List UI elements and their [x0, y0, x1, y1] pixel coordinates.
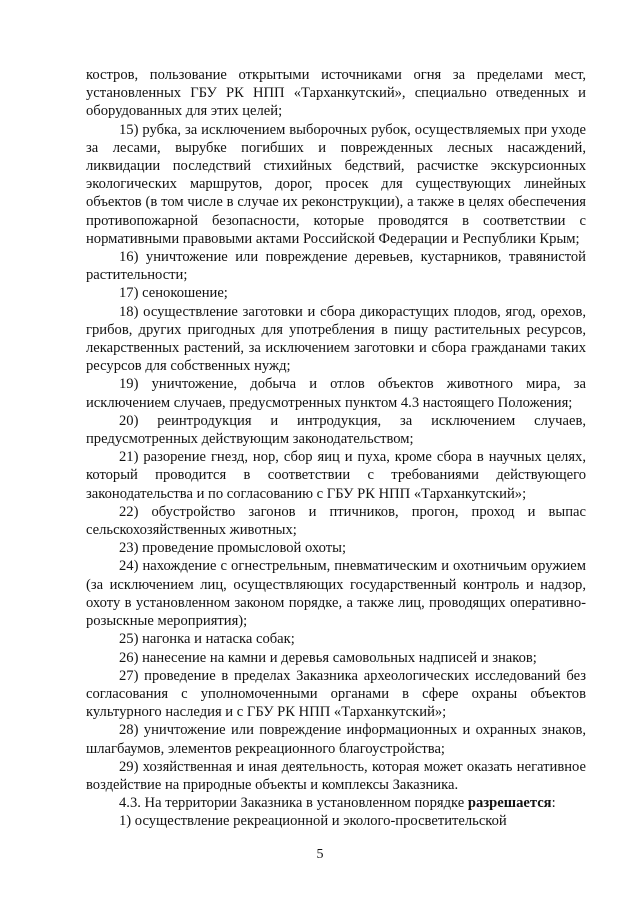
list-item-20: 20) реинтродукция и интродукция, за исключением случаев, предусмотренных действующим законодательством;	[86, 412, 586, 448]
list-item-22: 22) обустройство загонов и птичников, прогон, проход и выпас сельскохозяйственных животных;	[86, 503, 586, 539]
paragraph-continuation: костров, пользование открытыми источниками огня за пределами мест, установленных ГБУ РК НПП «Тарханкутский», специально отведенных и оборудованных для этих целей;	[86, 67, 586, 120]
list-item-17: 17) сенокошение;	[119, 285, 228, 302]
section-4-3-text: 4.3. На территории Заказника в установленном порядке	[119, 795, 465, 812]
list-item-16: 16) уничтожение или повреждение деревьев, кустарников, травянистой растительности;	[86, 249, 586, 284]
list-item-24: 24) нахождение с огнестрельным, пневматическим и охотничьим оружием (за исключением лиц, осуществляющих государственный контроль и надзор, охоту в установленном законом порядке, а также лиц, проводящих оперативно-розыскные мероприятия);	[86, 558, 586, 630]
list-item-27: 27) проведение в пределах Заказника археологических исследований без согласования с уполномоченными органами в сфере охраны объектов культурного наследия и с ГБУ РК НПП «Тарханкутский»;	[86, 667, 586, 721]
list-item-19: 19) уничтожение, добыча и отлов объектов животного мира, за исключением случаев, предусмотренных пунктом 4.3 настоящего Положения;	[86, 376, 586, 411]
section-4-3-item-1: 1) осуществление рекреационной и эколого-просветительской	[119, 813, 507, 830]
list-item-28: 28) уничтожение или повреждение информационных и охранных знаков, шлагбаумов, элементов рекреационного благоустройства;	[86, 722, 586, 757]
list-item-18: 18) осуществление заготовки и сбора дикорастущих плодов, ягод, орехов, грибов, других пригодных для употребления в пищу растительных ресурсов, лекарственных растений, за исключением заготовки и сбора гражданами таких ресурсов для собственных нужд;	[86, 303, 586, 375]
list-item-25: 25) нагонка и натаска собак;	[119, 631, 295, 648]
section-4-3-colon: :	[551, 795, 556, 812]
list-item-29: 29) хозяйственная и иная деятельность, которая может оказать негативное воздействие на природные объекты и комплексы Заказника.	[86, 758, 586, 793]
document-body	[86, 66, 586, 831]
section-4-3-paragraph	[86, 794, 586, 812]
section-4-3-bold-word: разрешается	[467, 795, 552, 812]
page-number: 5	[316, 847, 324, 862]
list-item-15: 15) рубка, за исключением выборочных рубок, осуществляемых при уходе за лесами, вырубке погибших и поврежденных лесных насаждений, ликвидации последствий стихийных бедствий, расчистке экскурсионных экологических маршрутов, дорог, просек для существующих линейных объектов (в том числе в случае их реконструкции), а также в целях обеспечения противопожарной безопасности, которые проводятся в соответствии с нормативными правовыми актами Российской Федерации и Республики Крым;	[86, 121, 586, 247]
list-item-26: 26) нанесение на камни и деревья самовольных надписей и знаков;	[119, 649, 537, 666]
list-item-21: 21) разорение гнезд, нор, сбор яиц и пуха, кроме сбора в научных целях, который проводится в соответствии с требованиями действующего законодательства и по согласованию с ГБУ РК НПП «Тарханкутский»;	[86, 449, 586, 502]
list-item-23: 23) проведение промысловой охоты;	[119, 540, 347, 557]
